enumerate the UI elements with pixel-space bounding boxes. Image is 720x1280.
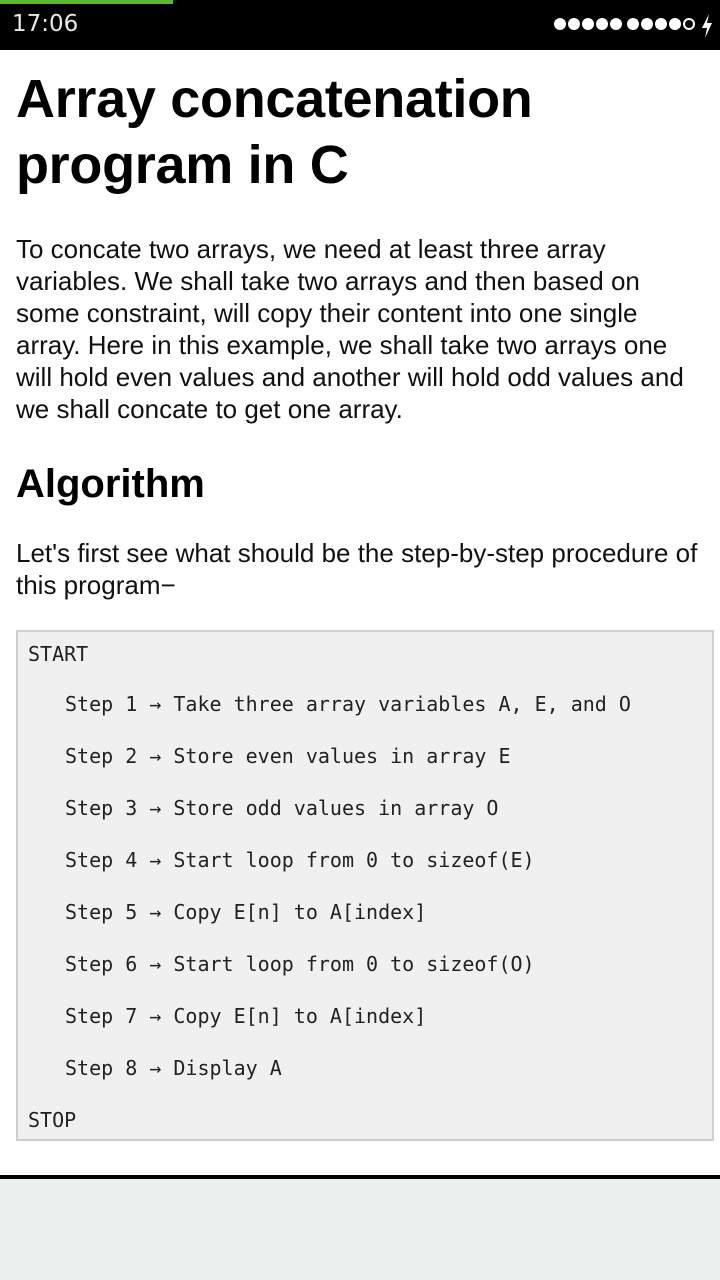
intro-paragraph: To concate two arrays, we need at least three array variables. We shall take two arrays and then based on some constraint, will copy their content into one single array. Here in this example, we shall take two arrays one will hold even values and another will hold odd values and we shall concate to get one array. bbox=[16, 234, 684, 424]
code-step-line: Step 7 → Copy E[n] to A[index] bbox=[65, 1004, 427, 1028]
code-step-line: Step 6 → Start loop from 0 to sizeof(O) bbox=[65, 952, 535, 976]
signal-dot bbox=[596, 18, 608, 30]
page-title: Array concatenation program in C bbox=[16, 69, 533, 195]
signal-strength-icon-sim2 bbox=[627, 18, 695, 30]
signal-dot bbox=[683, 18, 695, 30]
algorithm-lead-paragraph: Let's first see what should be the step-by-step procedure of this program− bbox=[16, 538, 698, 600]
algorithm-heading: Algorithm bbox=[16, 462, 205, 506]
signal-dot bbox=[655, 18, 667, 30]
signal-dot bbox=[627, 18, 639, 30]
page-load-progress bbox=[0, 0, 173, 4]
status-bar bbox=[0, 0, 720, 50]
signal-dot bbox=[641, 18, 653, 30]
signal-dot bbox=[669, 18, 681, 30]
signal-dot bbox=[568, 18, 580, 30]
code-step-line: Step 4 → Start loop from 0 to sizeof(E) bbox=[65, 848, 535, 872]
charging-icon bbox=[700, 13, 714, 39]
code-step-line: Step 8 → Display A bbox=[65, 1056, 282, 1080]
code-step-line: Step 5 → Copy E[n] to A[index] bbox=[65, 900, 427, 924]
code-start-line: START bbox=[28, 642, 89, 666]
code-step-line: Step 2 → Store even values in array E bbox=[65, 744, 511, 768]
signal-dot bbox=[610, 18, 622, 30]
code-step-line: Step 3 → Store odd values in array O bbox=[65, 796, 499, 820]
code-stop-line: STOP bbox=[28, 1108, 77, 1132]
signal-strength-icon-sim1 bbox=[554, 18, 622, 30]
signal-dot bbox=[582, 18, 594, 30]
article-content bbox=[16, 50, 714, 1141]
status-time: 17:06 bbox=[12, 11, 79, 37]
bottom-blank-area bbox=[0, 1179, 720, 1280]
code-step-line: Step 1 → Take three array variables A, E, and O bbox=[65, 692, 631, 716]
signal-dot bbox=[554, 18, 566, 30]
algorithm-code-block bbox=[16, 630, 714, 1141]
